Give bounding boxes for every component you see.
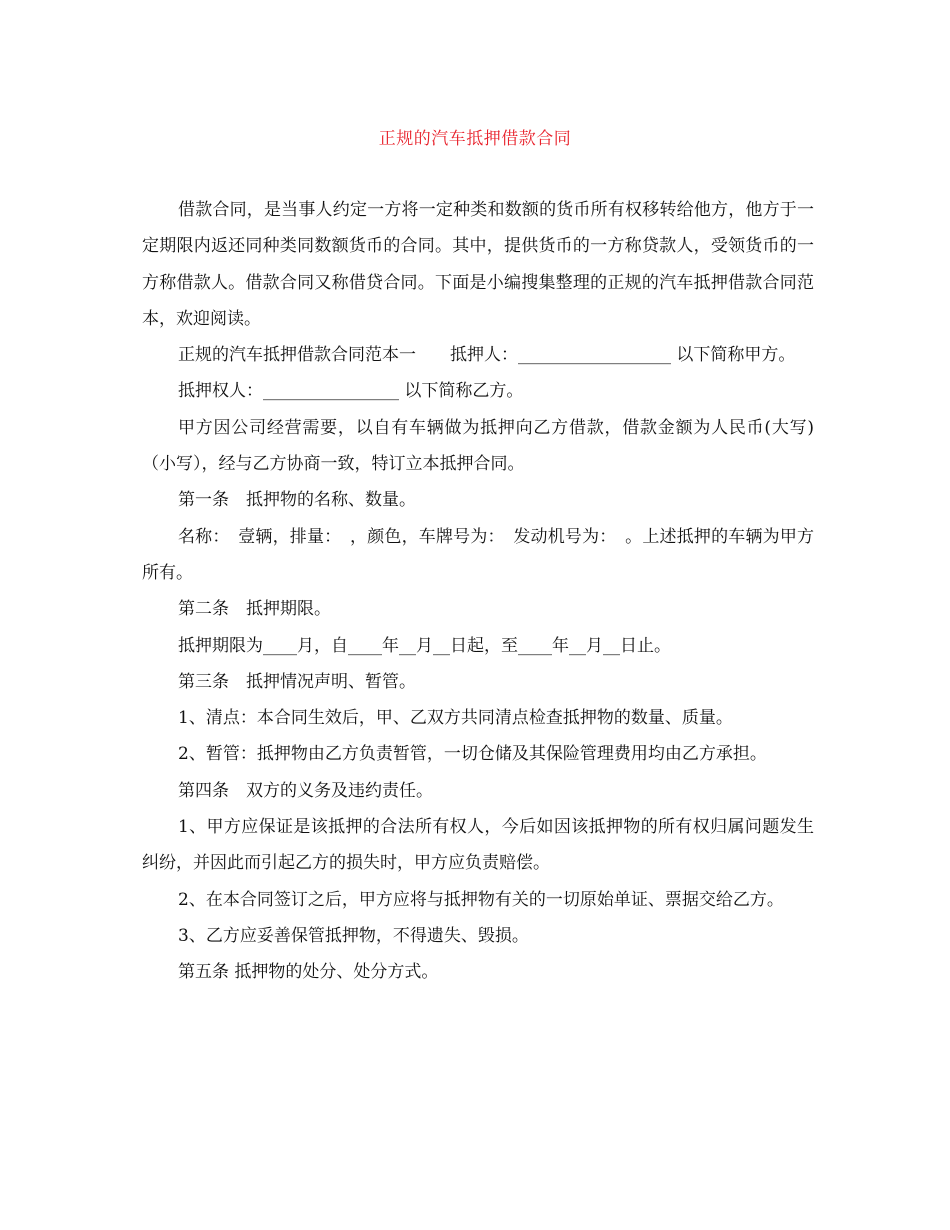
article-1-heading: 第一条 抵押物的名称、数量。 [178, 490, 416, 511]
document-title: 正规的汽车抵押借款合同 [378, 129, 572, 149]
paragraph-loan-purpose: 甲方因公司经营需要，以自有车辆做为抵押向乙方借款，借款金额为人民币(大写)（小写），经与乙方协商一致，特订立本抵押合同。 [142, 417, 814, 475]
paragraph-intro: 借款合同，是当事人约定一方将一定种类和数额的货币所有权移转给他方，他方于一定期限内返还同种类同数额货币的合同。其中，提供货币的一方称贷款人，受领货币的一方称借款人。借款合同又称借贷合同。下面是小编搜集整理的正规的汽车抵押借款合同范本，欢迎阅读。 [142, 200, 814, 329]
article-5-heading: 第五条 抵押物的处分、处分方式。 [178, 962, 439, 983]
paragraph-obligation-2: 2、在本合同签订之后，甲方应将与抵押物有关的一切原始单证、票据交给乙方。 [178, 889, 784, 910]
article-4-heading: 第四条 双方的义务及违约责任。 [178, 780, 433, 801]
paragraph-obligation-1: 1、甲方应保证是该抵押的合法所有权人，今后如因该抵押物的所有权归属问题发生纠纷，并因此而引起乙方的损失时，甲方应负责赔偿。 [142, 817, 814, 874]
paragraph-inventory: 1、清点：本合同生效后，甲、乙双方共同清点检查抵押物的数量、质量。 [178, 708, 733, 729]
paragraph-mortgagee: 抵押权人：________________ 以下简称乙方。 [178, 381, 524, 402]
paragraph-custody: 2、暂管：抵押物由乙方负责暂管，一切仓储及其保险管理费用均由乙方承担。 [178, 744, 767, 765]
article-2-heading: 第二条 抵押期限。 [178, 599, 331, 620]
paragraph-mortgage-term: 抵押期限为____月，自____年__月__日起，至____年__月__日止。 [178, 635, 671, 656]
paragraph-collateral-details: 名称： 壹辆，排量： ，颜色，车牌号为： 发动机号为： 。上述抵押的车辆为甲方所有。 [142, 526, 814, 583]
article-3-heading: 第三条 抵押情况声明、暂管。 [178, 671, 416, 692]
document-body [142, 192, 814, 991]
paragraph-obligation-3: 3、乙方应妥善保管抵押物，不得遗失、毁损。 [178, 925, 529, 946]
paragraph-mortgagor: 正规的汽车抵押借款合同范本一 抵押人：__________________ 以下简称甲方。 [178, 345, 796, 366]
